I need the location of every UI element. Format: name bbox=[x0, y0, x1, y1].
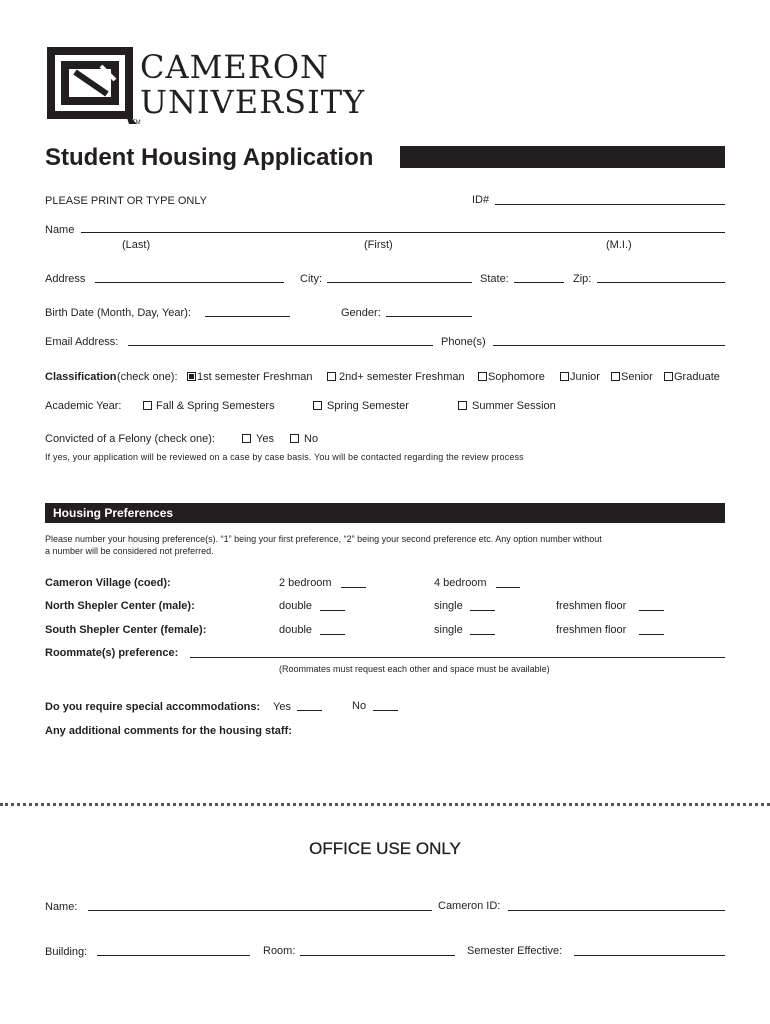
housing-row-cameron-village: Cameron Village (coed): bbox=[45, 577, 171, 589]
classification-option-sophomore: Sophomore bbox=[488, 371, 545, 383]
cameron-village-2bed-field[interactable] bbox=[341, 587, 366, 588]
south-shepler-double-field[interactable] bbox=[320, 634, 345, 635]
classification-option-senior: Senior bbox=[621, 371, 653, 383]
north-shepler-freshmen-label: freshmen floor bbox=[556, 600, 627, 612]
trademark: TM bbox=[132, 120, 141, 126]
roommate-note: (Roommates must request each other and space must be available) bbox=[279, 664, 550, 674]
felony-label: Convicted of a Felony (check one): bbox=[45, 433, 215, 445]
print-note: PLEASE PRINT OR TYPE ONLY bbox=[45, 195, 207, 207]
north-shepler-single-field[interactable] bbox=[470, 610, 495, 611]
accommodations-no-label: No bbox=[352, 700, 367, 712]
classification-option-graduate: Graduate bbox=[674, 371, 720, 383]
accommodations-yes-field[interactable] bbox=[297, 710, 322, 711]
email-field[interactable] bbox=[128, 345, 433, 346]
academic-year-option-spring: Spring Semester bbox=[327, 400, 409, 412]
south-shepler-single-field[interactable] bbox=[470, 634, 495, 635]
email-label: Email Address: bbox=[45, 336, 119, 348]
classification-option-2nd-freshman: 2nd+ semester Freshman bbox=[339, 371, 465, 383]
office-use-title: OFFICE USE ONLY bbox=[309, 839, 461, 858]
name-first-caption: (First) bbox=[364, 239, 393, 251]
classification-checkbox-senior[interactable] bbox=[611, 372, 620, 381]
south-shepler-freshmen-field[interactable] bbox=[639, 634, 664, 635]
academic-year-option-summer: Summer Session bbox=[472, 400, 556, 412]
city-field[interactable] bbox=[327, 282, 472, 283]
zip-label: Zip: bbox=[573, 273, 592, 285]
felony-no-label: No bbox=[304, 433, 319, 445]
academic-year-checkbox-summer[interactable] bbox=[458, 401, 467, 410]
birth-date-field[interactable] bbox=[205, 316, 290, 317]
north-shepler-double-label: double bbox=[279, 600, 313, 612]
office-name-label: Name: bbox=[45, 901, 78, 913]
south-shepler-freshmen-label: freshmen floor bbox=[556, 624, 627, 636]
housing-row-north-shepler: North Shepler Center (male): bbox=[45, 600, 195, 612]
cameron-village-4bed-field[interactable] bbox=[496, 587, 520, 588]
felony-no-checkbox[interactable] bbox=[290, 434, 299, 443]
roommate-field[interactable] bbox=[190, 657, 725, 658]
zip-field[interactable] bbox=[597, 282, 725, 283]
office-cameron-id-label: Cameron ID: bbox=[438, 900, 501, 912]
academic-year-checkbox-fall-spring[interactable] bbox=[143, 401, 152, 410]
id-field[interactable] bbox=[495, 204, 725, 205]
classification-checkbox-2nd-freshman[interactable] bbox=[327, 372, 336, 381]
title-bar bbox=[400, 146, 725, 168]
classification-label: Classification bbox=[45, 371, 117, 383]
north-shepler-single-label: single bbox=[434, 600, 463, 612]
office-room-field[interactable] bbox=[300, 955, 455, 956]
housing-preferences-header: Housing Preferences bbox=[45, 503, 725, 523]
cameron-village-4bed-label: 4 bedroom bbox=[434, 577, 487, 589]
classification-hint: (check one): bbox=[117, 371, 178, 383]
academic-year-option-fall-spring: Fall & Spring Semesters bbox=[156, 400, 275, 412]
office-room-label: Room: bbox=[263, 945, 296, 957]
office-building-label: Building: bbox=[45, 946, 88, 958]
accommodations-yes-label: Yes bbox=[273, 701, 291, 713]
north-shepler-double-field[interactable] bbox=[320, 610, 345, 611]
name-last-caption: (Last) bbox=[122, 239, 151, 251]
university-name-line1: CAMERON bbox=[140, 48, 330, 86]
phone-field[interactable] bbox=[493, 345, 725, 346]
south-shepler-double-label: double bbox=[279, 624, 313, 636]
name-label: Name bbox=[45, 224, 75, 236]
birth-date-label: Birth Date (Month, Day, Year): bbox=[45, 307, 191, 319]
page-title: Student Housing Application bbox=[45, 144, 374, 171]
city-label: City: bbox=[300, 273, 322, 285]
university-name-line2: UNIVERSITY bbox=[140, 83, 366, 121]
classification-checkbox-junior[interactable] bbox=[560, 372, 569, 381]
academic-year-label: Academic Year: bbox=[45, 400, 122, 412]
classification-checkbox-sophomore[interactable] bbox=[478, 372, 487, 381]
office-semester-label: Semester Effective: bbox=[467, 945, 563, 957]
classification-checkbox-1st-freshman[interactable] bbox=[187, 372, 196, 381]
id-label: ID# bbox=[472, 194, 490, 206]
housing-instructions-line2: a number will be considered not preferred. bbox=[45, 546, 214, 556]
south-shepler-single-label: single bbox=[434, 624, 463, 636]
felony-note: If yes, your application will be reviewed on a case by case basis. You will be contacted regarding the review process bbox=[45, 452, 524, 462]
classification-option-1st-freshman: 1st semester Freshman bbox=[197, 371, 313, 383]
office-name-field[interactable] bbox=[88, 910, 432, 911]
name-field[interactable] bbox=[81, 232, 725, 233]
cameron-village-2bed-label: 2 bedroom bbox=[279, 577, 332, 589]
cut-line-divider bbox=[0, 803, 770, 806]
university-logo bbox=[45, 44, 140, 126]
housing-instructions-line1: Please number your housing preference(s). “1” being your first preference, “2” being your second preference etc. Any option number without bbox=[45, 534, 602, 544]
classification-checkbox-graduate[interactable] bbox=[664, 372, 673, 381]
accommodations-label: Do you require special accommodations: bbox=[45, 701, 261, 713]
office-cameron-id-field[interactable] bbox=[508, 910, 725, 911]
address-field[interactable] bbox=[95, 282, 284, 283]
name-mi-caption: (M.I.) bbox=[606, 239, 632, 251]
comments-area[interactable] bbox=[45, 742, 725, 794]
gender-field[interactable] bbox=[386, 316, 472, 317]
roommate-label: Roommate(s) preference: bbox=[45, 647, 179, 659]
classification-option-junior: Junior bbox=[570, 371, 600, 383]
state-label: State: bbox=[480, 273, 509, 285]
phone-label: Phone(s) bbox=[441, 336, 486, 348]
office-semester-field[interactable] bbox=[574, 955, 725, 956]
gender-label: Gender: bbox=[341, 307, 381, 319]
state-field[interactable] bbox=[514, 282, 564, 283]
academic-year-checkbox-spring[interactable] bbox=[313, 401, 322, 410]
housing-row-south-shepler: South Shepler Center (female): bbox=[45, 624, 207, 636]
north-shepler-freshmen-field[interactable] bbox=[639, 610, 664, 611]
felony-yes-label: Yes bbox=[256, 433, 274, 445]
accommodations-no-field[interactable] bbox=[373, 710, 398, 711]
comments-label: Any additional comments for the housing staff: bbox=[45, 725, 292, 737]
address-label: Address bbox=[45, 273, 86, 285]
cameron-shield-icon bbox=[45, 44, 140, 126]
felony-yes-checkbox[interactable] bbox=[242, 434, 251, 443]
office-building-field[interactable] bbox=[97, 955, 250, 956]
